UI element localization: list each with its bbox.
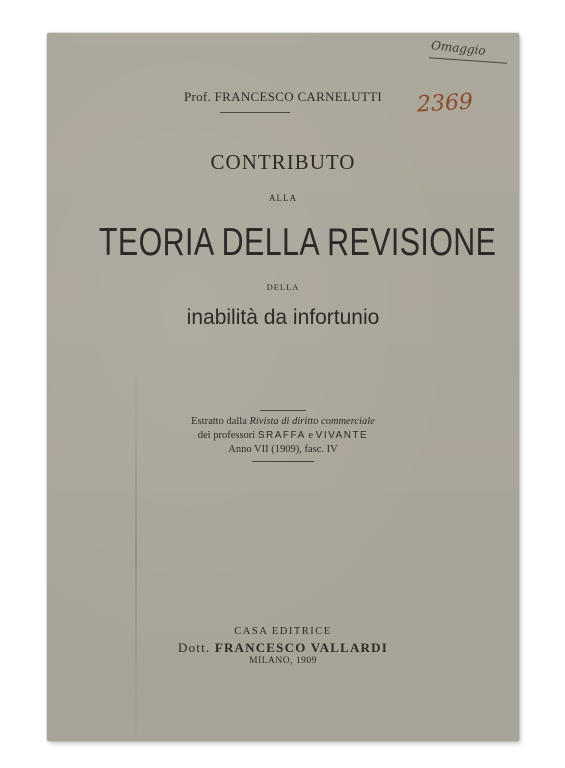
connector-della: DELLA (266, 282, 300, 292)
extract-line-1 (47, 416, 519, 427)
connector-alla: ALLA (269, 193, 297, 203)
publisher-place-year: MILANO, 1909 (249, 656, 317, 666)
publisher-title: Dott. (178, 640, 215, 655)
publisher-name-line (47, 640, 519, 656)
title-main: TEORIA DELLA REVISIONE (98, 221, 497, 264)
professor-vivante: VIVANTE (315, 430, 369, 441)
handwritten-underline (429, 57, 507, 63)
handwritten-number: 2369 (416, 89, 474, 118)
journal-name: Rivista di diritto commerciale (249, 416, 375, 427)
extract-joiner: e (305, 430, 316, 441)
pamphlet-cover (47, 33, 519, 741)
author-line: Prof. FRANCESCO CARNELUTTI (183, 89, 383, 104)
extract-bottom-rule (252, 461, 314, 462)
publisher-name: FRANCESCO VALLARDI (214, 640, 388, 655)
author-rule (220, 112, 290, 113)
extract-professors-prefix: dei professori (197, 430, 258, 441)
publisher-casa-editrice: CASA EDITRICE (234, 626, 332, 637)
extract-prefix: Estratto dalla (191, 416, 250, 427)
extract-line-3: Anno VII (1909), fasc. IV (228, 444, 338, 455)
handwritten-note: Omaggio (430, 38, 487, 58)
extract-top-rule (260, 410, 306, 411)
paper-crease (135, 353, 137, 753)
professor-sraffa: SRAFFA (257, 430, 306, 441)
title-subtitle: inabilità da infortunio (186, 306, 380, 329)
extract-line-2 (47, 430, 519, 441)
title-contributo: CONTRIBUTO (210, 150, 356, 174)
